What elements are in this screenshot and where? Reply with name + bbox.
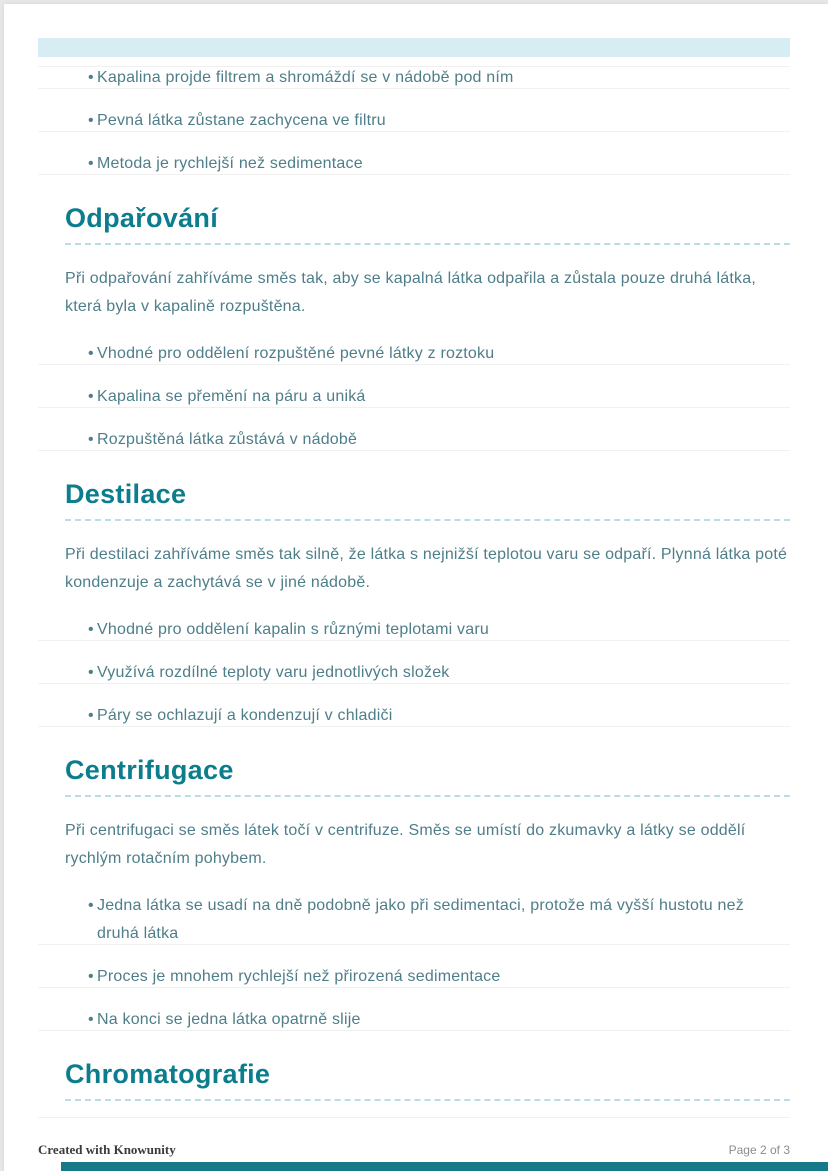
section-odparovani (38, 201, 790, 462)
footer (38, 1142, 790, 1158)
bullet-item: • Využívá rozdílné teploty varu jednotlivých složek (38, 652, 790, 695)
section-destilace (38, 477, 790, 738)
bullet-list (38, 333, 790, 462)
section-heading: Odpařování (65, 201, 790, 245)
bullet-item: • Metoda je rychlejší než sedimentace (38, 143, 790, 186)
section-paragraph: Při destilaci zahříváme směs tak silně, že látka s nejnižší teplotou varu se odpaří. Plynná látka poté kondenzuje a zachytává se v jiné nádobě. (65, 546, 788, 591)
page-content (38, 4, 790, 1171)
bullet-item: • Pevná látka zůstane zachycena ve filtru (38, 100, 790, 143)
bullet-item: • Rozpuštěná látka zůstává v nádobě (38, 419, 790, 462)
section-centrifugace (38, 753, 790, 1042)
bullet-item: • Vhodné pro oddělení kapalin s různými teplotami varu (38, 609, 790, 652)
document-page (4, 4, 828, 1171)
section-paragraph: Při odpařování zahříváme směs tak, aby se kapalná látka odpařila a zůstala pouze druhá látka, která byla v kapalině rozpuštěna. (65, 270, 756, 315)
section-paragraph: Při centrifugaci se směs látek točí v centrifuze. Směs se umístí do zkumavky a látky se oddělí rychlým rotačním pohybem. (65, 822, 746, 867)
bullet-list (38, 57, 790, 186)
page-number: Page 2 of 3 (728, 1143, 790, 1157)
section-heading: Chromatografie (65, 1057, 790, 1101)
section-heading: Destilace (65, 477, 790, 521)
bullet-item: • Na konci se jedna látka opatrně slije (38, 999, 790, 1042)
bullet-item: • Kapalina projde filtrem a shromáždí se v nádobě pod ním (38, 57, 790, 100)
footer-credit: Created with Knowunity (38, 1142, 176, 1157)
bullet-item: • Jedna látka se usadí na dně podobně jako při sedimentaci, protože má vyšší hustotu než druhá látka (38, 885, 790, 956)
section-heading: Centrifugace (65, 753, 790, 797)
section-chromatografie (38, 1057, 790, 1101)
ruled-line (38, 1117, 790, 1118)
text-highlight-bar (38, 38, 790, 57)
bullet-item: • Vhodné pro oddělení rozpuštěné pevné látky z roztoku (38, 333, 790, 376)
footer-accent-bar (61, 1162, 828, 1171)
bullet-item: • Kapalina se přemění na páru a uniká (38, 376, 790, 419)
bullet-list (38, 885, 790, 1042)
bullet-list (38, 609, 790, 738)
bullet-item: • Páry se ochlazují a kondenzují v chladiči (38, 695, 790, 738)
bullet-item: • Proces je mnohem rychlejší než přirozená sedimentace (38, 956, 790, 999)
